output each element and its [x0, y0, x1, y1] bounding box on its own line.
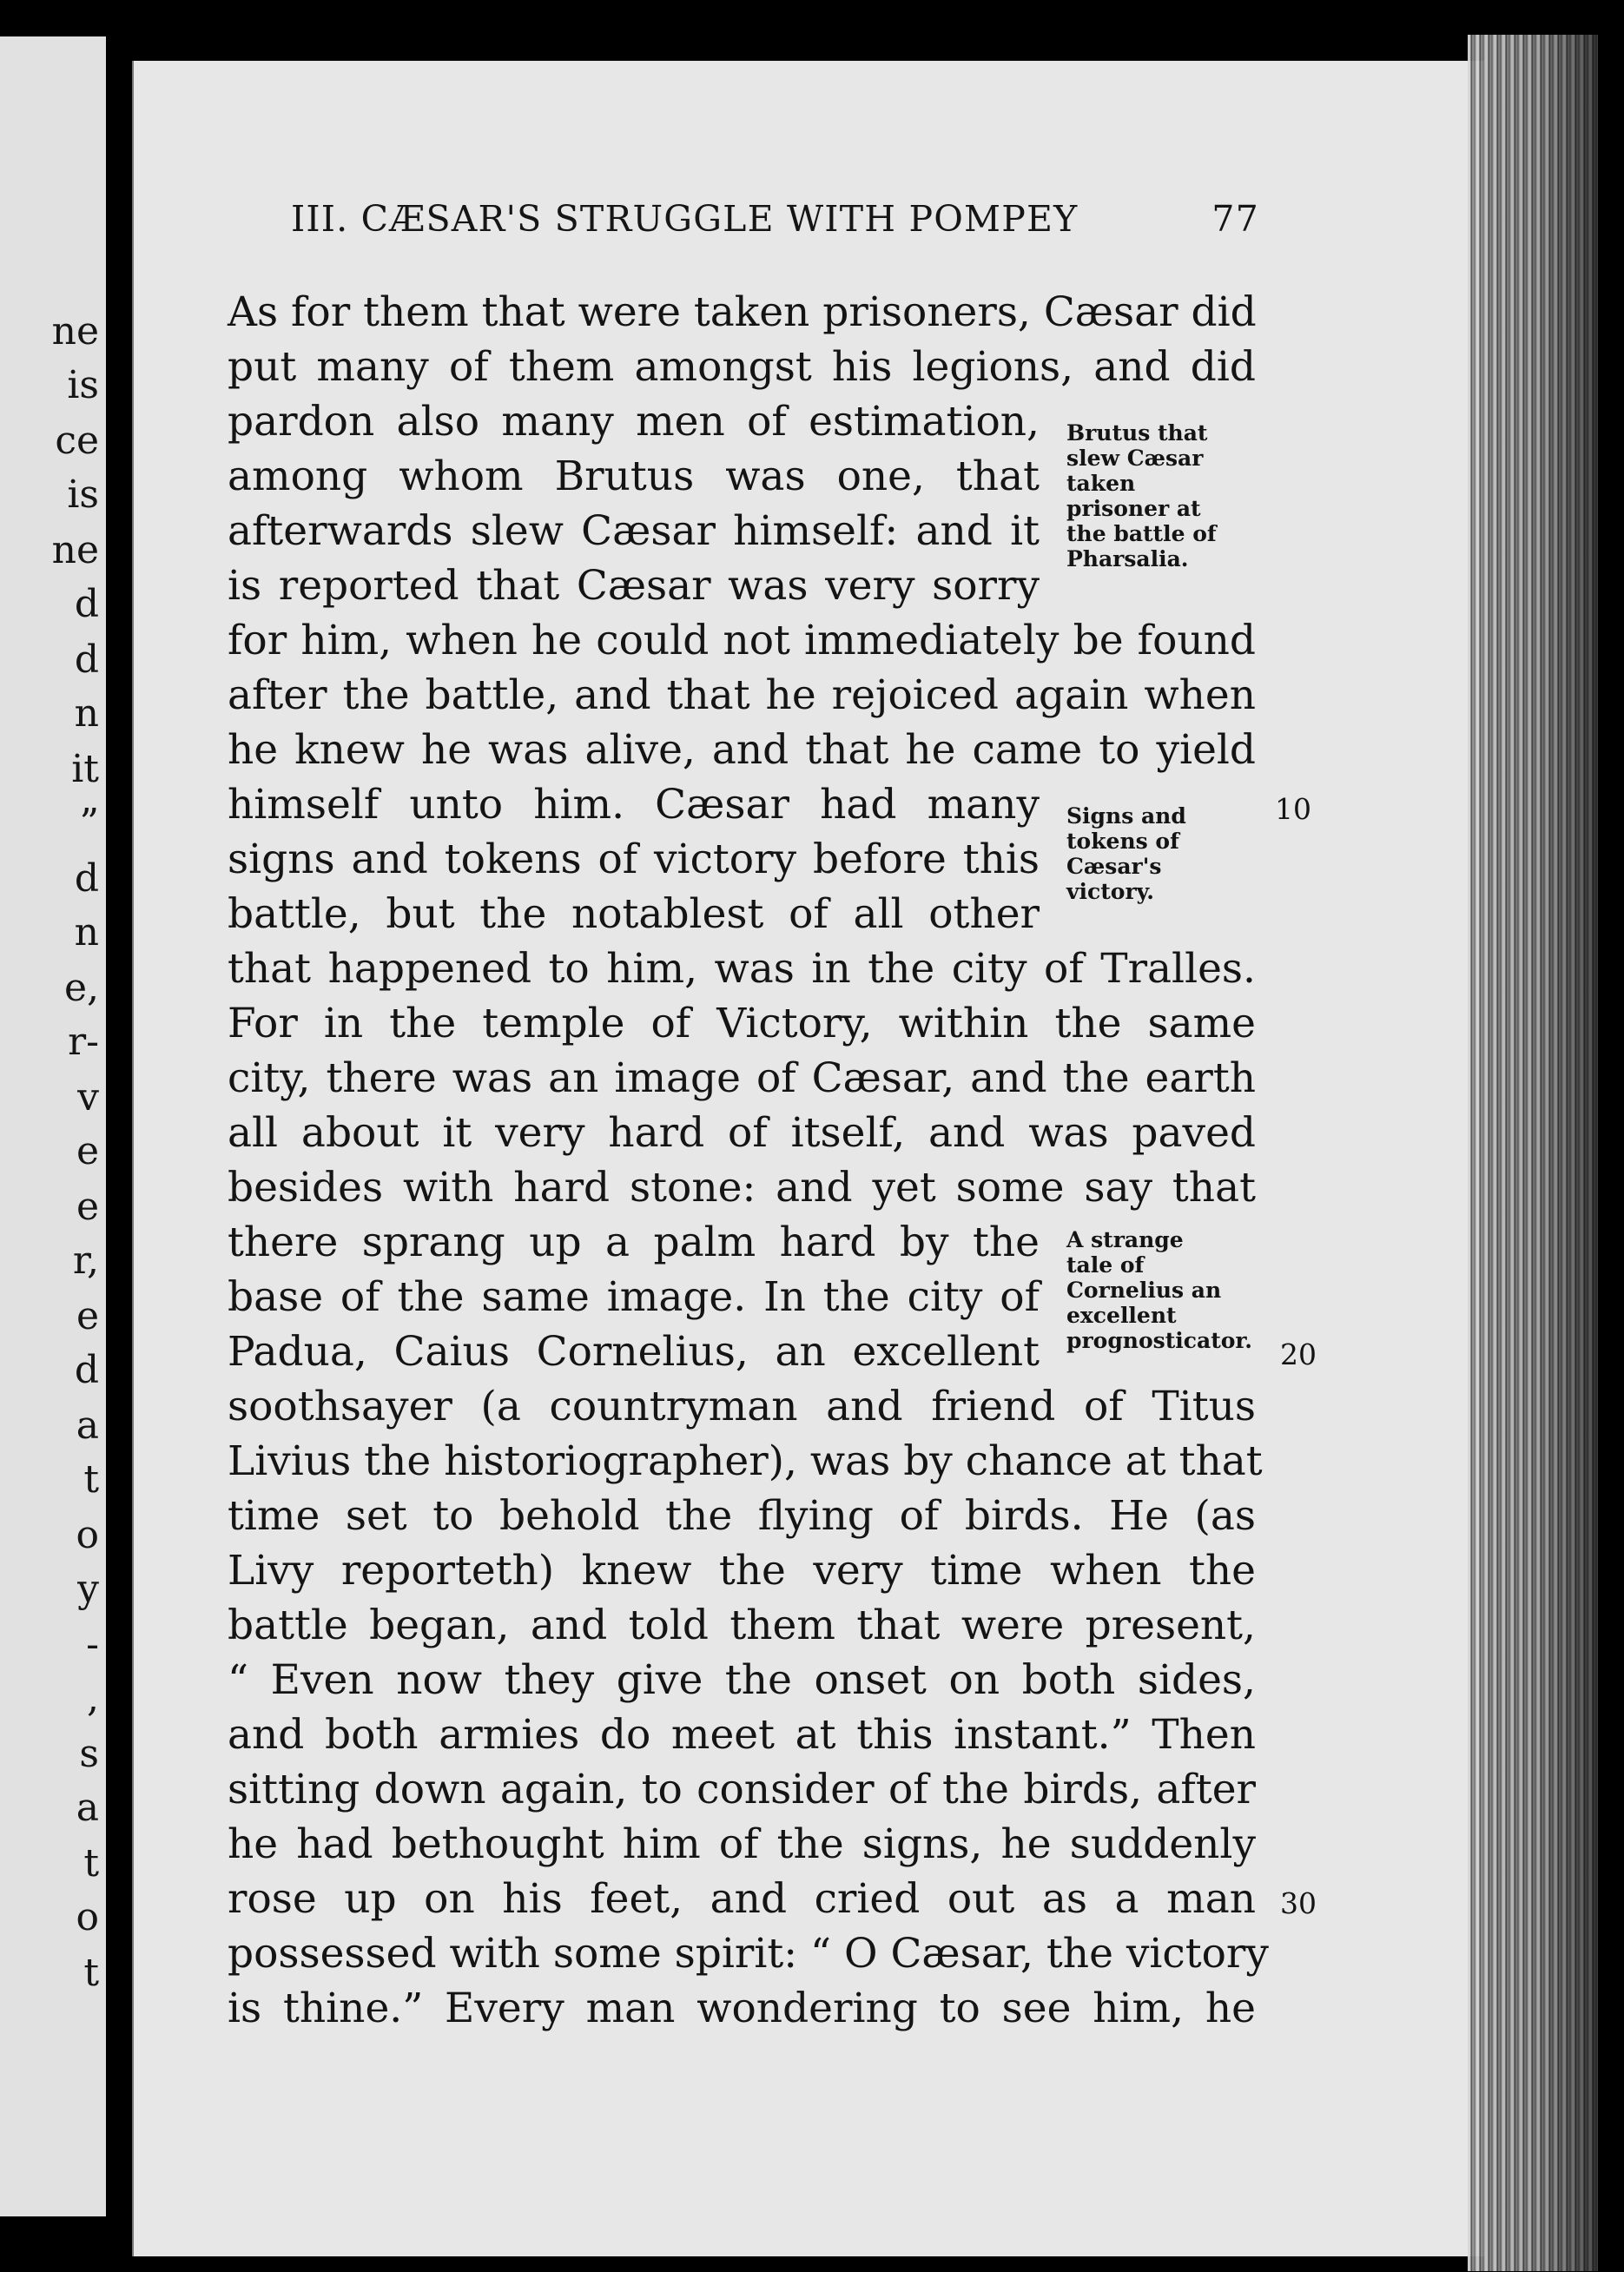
text-line: he had bethought him of the signs, he suddenly — [228, 1820, 1256, 1868]
text-line: that happened to him, was in the city of Tralles. — [228, 945, 1256, 993]
margin-fragment: e, — [63, 966, 99, 1010]
margin-fragment: o — [76, 1513, 99, 1557]
sidenote-line: taken — [1066, 471, 1136, 496]
margin-fragment: it — [71, 747, 99, 791]
text-line: Padua, Caius Cornelius, an excellent — [228, 1328, 1040, 1376]
margin-fragment: is — [67, 472, 99, 517]
sidenote-line: Cæsar's — [1066, 854, 1162, 879]
text-line: Livius the historiographer), was by chance at that — [228, 1437, 1263, 1485]
margin-fragment: d — [74, 637, 99, 682]
text-line: and both armies do meet at this instant.” Then — [228, 1711, 1256, 1759]
margin-fragment: a — [76, 1786, 99, 1830]
sidenote-signs — [1066, 803, 1186, 904]
line-number: 10 — [1275, 792, 1311, 826]
text-line: battle began, and told them that were present, — [228, 1602, 1256, 1649]
sidenote-line: the battle of — [1066, 521, 1217, 546]
margin-fragment: ne — [51, 528, 99, 572]
sidenote-line: victory. — [1066, 879, 1155, 904]
sidenote-line: tokens of — [1066, 829, 1179, 854]
sidenote-line: Pharsalia. — [1066, 546, 1189, 571]
text-line: there sprang up a palm hard by the — [228, 1219, 1040, 1266]
facing-page-left — [0, 36, 106, 2216]
sidenote-line: prognosticator. — [1066, 1328, 1253, 1353]
text-line: possessed with some spirit: “ O Cæsar, the victory — [228, 1930, 1269, 1978]
margin-fragment: t — [83, 1457, 99, 1502]
margin-fragment: r- — [68, 1020, 99, 1064]
margin-fragment: s — [79, 1732, 99, 1776]
text-line: himself unto him. Cæsar had many — [228, 781, 1040, 829]
text-line: is reported that Cæsar was very sorry — [228, 562, 1040, 610]
text-line: sitting down again, to consider of the birds, after — [228, 1766, 1256, 1813]
margin-fragment: t — [83, 1841, 99, 1886]
sidenote-line: Cornelius an — [1066, 1278, 1222, 1303]
sidenote-line: prisoner at — [1066, 496, 1201, 521]
margin-fragment: o — [76, 1895, 99, 1939]
margin-fragment: r, — [72, 1238, 99, 1283]
chapter-title: III. CÆSAR'S STRUGGLE WITH POMPEY — [291, 198, 1079, 240]
text-line: he knew he was alive, and that he came to yield — [228, 726, 1256, 774]
line-number: 20 — [1280, 1337, 1317, 1371]
text-line: battle, but the notablest of all other — [228, 890, 1040, 938]
line-number: 30 — [1280, 1886, 1317, 1920]
text-line: signs and tokens of victory before this — [228, 835, 1040, 883]
margin-fragment: is — [67, 363, 99, 407]
sidenote-line: tale of — [1066, 1252, 1145, 1278]
page-fore-edge-shadow — [1468, 35, 1598, 2271]
running-head — [291, 198, 1259, 250]
sidenote-line: Signs and — [1066, 803, 1186, 829]
text-line: rose up on his feet, and cried out as a man — [228, 1875, 1256, 1923]
margin-fragment: y — [77, 1567, 99, 1611]
margin-fragment: n — [74, 691, 99, 736]
sidenote-brutus — [1066, 420, 1217, 571]
sidenote-line: A strange — [1066, 1227, 1184, 1252]
margin-fragment: e — [76, 1294, 99, 1338]
sidenote-line: Brutus that — [1066, 420, 1208, 446]
text-line: time set to behold the flying of birds. He (as — [228, 1492, 1256, 1540]
margin-fragment: t — [83, 1951, 99, 1995]
margin-fragment: v — [77, 1075, 99, 1119]
text-line: for him, when he could not immediately be found — [228, 617, 1256, 664]
text-line: “ Even now they give the onset on both sides, — [228, 1656, 1256, 1704]
sidenote-line: excellent — [1066, 1303, 1177, 1328]
margin-fragment: d — [74, 1348, 99, 1392]
margin-fragment: e — [76, 1129, 99, 1173]
margin-fragment: d — [74, 582, 99, 626]
text-line: As for them that were taken prisoners, Cæsar did — [228, 288, 1257, 336]
text-line: among whom Brutus was one, that — [228, 452, 1040, 500]
text-line: pardon also many men of estimation, — [228, 398, 1040, 446]
text-line: city, there was an image of Cæsar, and the earth — [228, 1054, 1256, 1102]
margin-fragment: a — [76, 1403, 99, 1448]
margin-fragment: d — [74, 856, 99, 901]
text-line: Livy reporteth) knew the very time when the — [228, 1547, 1256, 1595]
margin-fragment: ce — [55, 419, 99, 463]
margin-fragment: n — [74, 910, 99, 954]
sidenote-line: slew Cæsar — [1066, 446, 1204, 471]
margin-fragment: e — [76, 1185, 99, 1229]
text-line: after the battle, and that he rejoiced again when — [228, 671, 1256, 719]
text-line: all about it very hard of itself, and was paved — [228, 1109, 1256, 1157]
text-line: soothsayer (a countryman and friend of Titus — [228, 1383, 1256, 1430]
margin-fragment: - — [86, 1622, 99, 1667]
text-line: afterwards slew Cæsar himself: and it — [228, 507, 1040, 555]
margin-fragment: ” — [79, 801, 99, 845]
margin-fragment: ne — [51, 309, 99, 353]
page-number: 77 — [1211, 198, 1259, 240]
margin-fragment: , — [87, 1676, 99, 1721]
text-line: put many of them amongst his legions, and did — [228, 343, 1256, 391]
text-line: base of the same image. In the city of — [228, 1273, 1040, 1321]
sidenote-cornelius — [1066, 1227, 1252, 1353]
text-line: is thine.” Every man wondering to see him, he — [228, 1985, 1256, 2032]
text-line: For in the temple of Victory, within the same — [228, 1000, 1256, 1047]
text-line: besides with hard stone: and yet some say that — [228, 1164, 1256, 1212]
